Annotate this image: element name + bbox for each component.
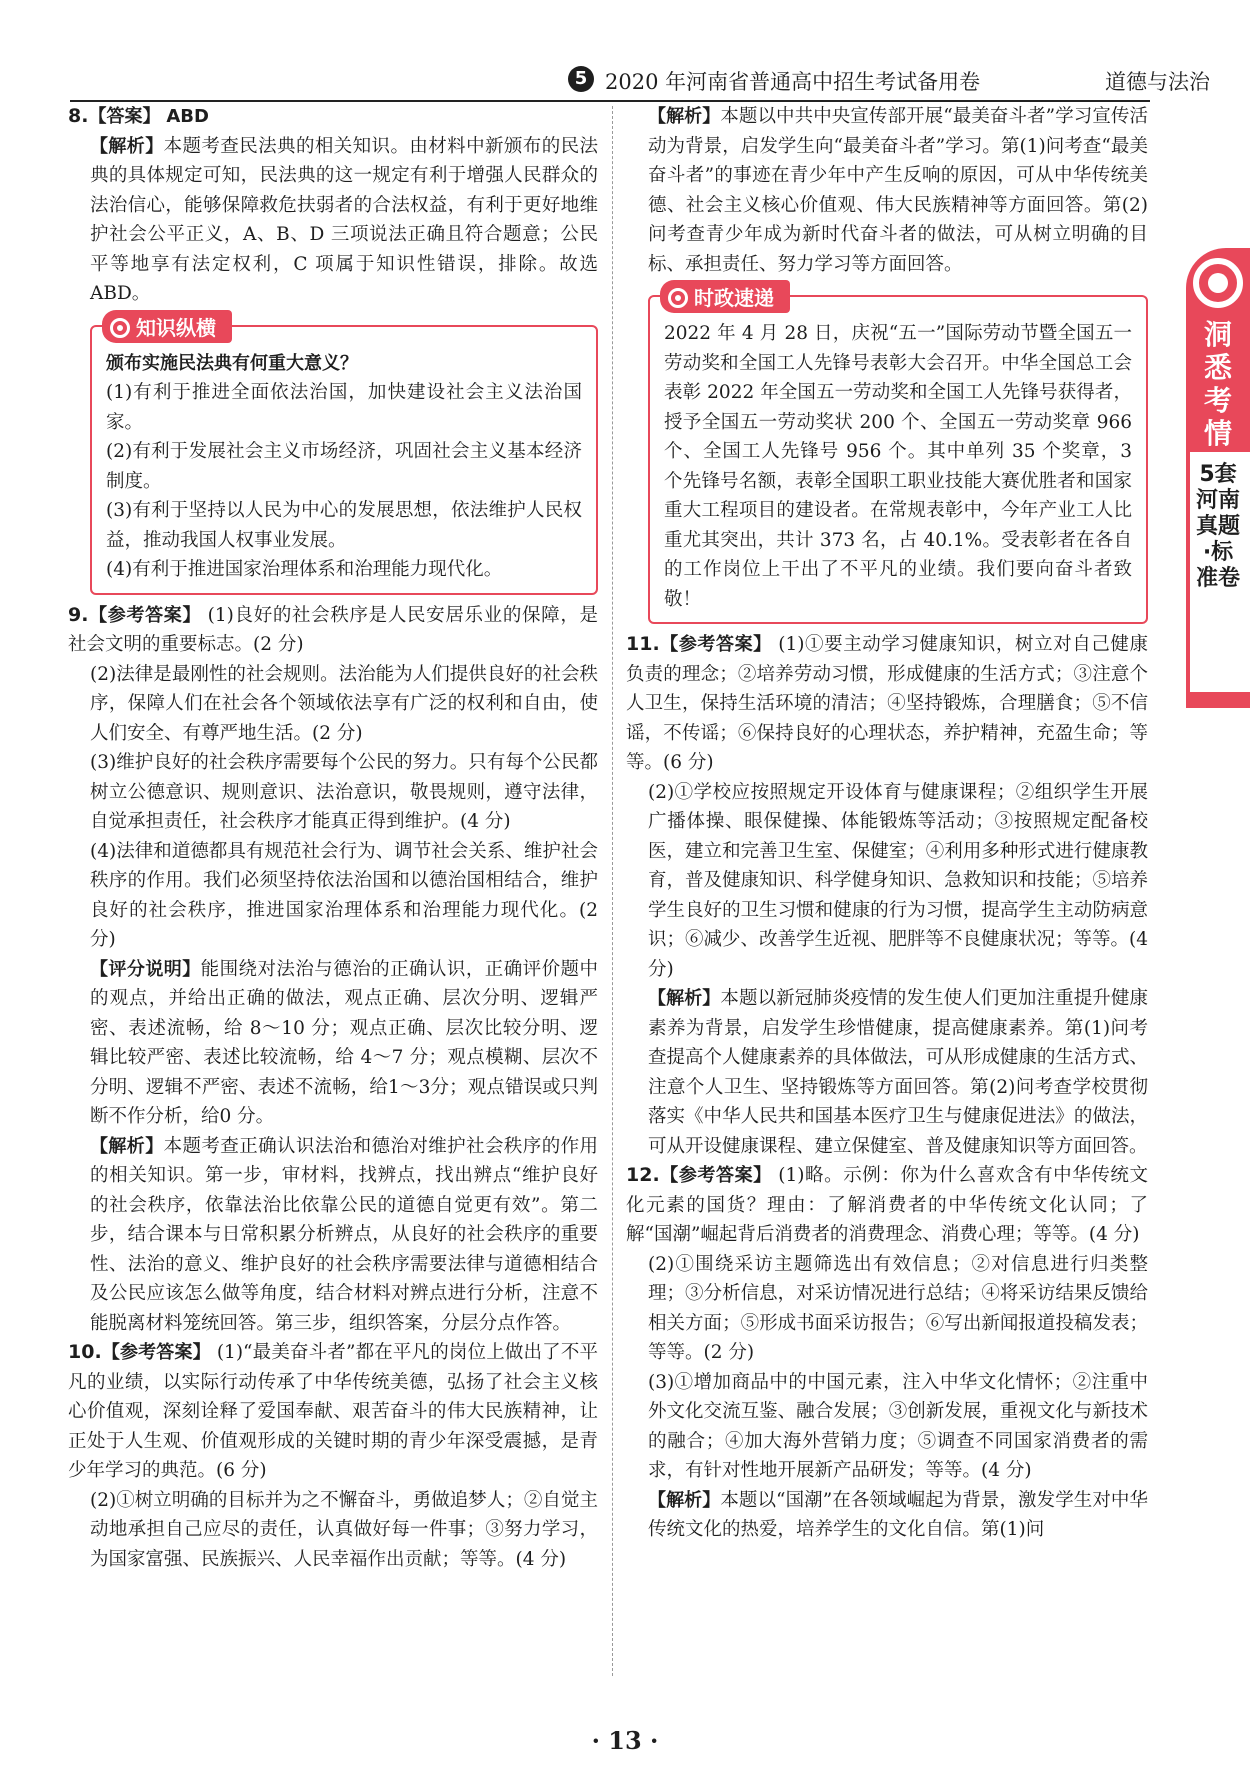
knowledge-box-title [102, 310, 232, 343]
target-icon [110, 318, 130, 338]
answer-part: (1)“最美奋斗者”都在平凡的岗位上做出了不平凡的业绩，以实际行动传承了中华传统美德，弘扬了社会主义核心价值观，深刻诠释了爱国奉献、艰苦奋斗的伟大民族精神，让正处于人生观、价值观形成的关键时期的青少年深受震撼，是青少年学习的典范。(6 分) [68, 1342, 599, 1481]
answer-part: (1)①要主动学习健康知识，树立对自己健康负责的理念；②培养劳动习惯，形成健康的生活方式；③注意个人卫生，保持生活环境的清洁；④坚持锻炼，合理膳食；⑤不信谣，不传谣；⑥保持良好的心理状态，养护精神，充盈生命；等等。(6 分) [626, 634, 1148, 773]
question-11 [626, 630, 1148, 1161]
question-10-analysis [648, 102, 1148, 279]
analysis-text: 本题以“国潮”在各领域崛起为背景，激发学生对中华传统文化的热爱，培养学生的文化自信。第(1)问 [648, 1489, 1149, 1540]
box-line: (2)有利于发展社会主义市场经济，巩固社会主义基本经济制度。 [106, 441, 582, 492]
page-number: · 13 · [591, 1726, 659, 1755]
analysis-text: 本题以新冠肺炎疫情的发生使人们更加注重提升健康素养为背景，启发学生珍惜健康，提高健康素养。第(1)问考查提高个人健康素养的具体做法，可从形成健康的生活方式、注意个人卫生、坚持锻炼等方面回答。第(2)问考查学校贯彻落实《中华人民共和国基本医疗卫生与健康促进法》的做法，可从开设健康课程、建立保健室、普及健康知识等方面回答。 [648, 988, 1148, 1157]
answer-part: (2)①围绕采访主题筛选出有效信息；②对信息进行归类整理；③分析信息，对采访情况进行总结；④将采访结果反馈给相关方面；⑤形成书面采访报告；⑥写出新闻报道投稿发表；等等。(2 分) [648, 1253, 1148, 1363]
header-title: 2020 年河南省普通高中招生考试备用卷 [605, 70, 981, 94]
analysis-text: 本题以中共中央宣传部开展“最美奋斗者”学习宣传活动为背景，启发学生向“最美奋斗者”学习。第(1)问考查“最美奋斗者”的事迹在青少年中产生反响的原因，可从中华传统美德、社会主义核心价值观、伟大民族精神等方面回答。第(2)问考查青少年成为新时代奋斗者的做法，可从树立明确的目标、承担责任、努力学习等方面回答。 [648, 106, 1149, 275]
analysis-tag: 【解析】 [90, 135, 164, 157]
answer-part: (1)良好的社会秩序是人民安居乐业的保障，是社会文明的重要标志。(2 分) [68, 604, 598, 655]
box-line: (1)有利于推进全面依法治国，加快建设社会主义法治国家。 [106, 382, 582, 433]
answer-value: ABD [166, 106, 209, 127]
knowledge-box [90, 315, 598, 595]
box-text: 2022 年 4 月 28 日，庆祝“五一”国际劳动节暨全国五一劳动奖和全国工人先锋号表彰大会召开。中华全国总工会表彰 2022 年全国五一劳动奖和全国工人先锋号获得者，授予全国五一劳动奖状 200 个、全国五一劳动奖章 966 个、全国工人先锋号 956 个。其中单列 35 个奖章，3 个先锋号名额，表彰全国职工职业技能大赛优胜者和国家重大工程项目的建设者。在常规表彰中，今年产业工人比重尤其突出，共计 373 名，占 40.1%。受表彰者在各自的工作岗位上干出了不平凡的业绩。我们要向奋斗者致敬！ [664, 323, 1132, 610]
reference-answer-tag: 【参考答案】 [659, 1165, 772, 1186]
page-header [70, 62, 1210, 102]
question-number: 9. [68, 603, 89, 626]
side-tab-brand: 洞悉考情 [1203, 318, 1232, 450]
box-title-text: 知识纵横 [136, 315, 216, 340]
analysis-tag: 【解析】 [648, 988, 721, 1009]
left-column [68, 102, 598, 1574]
question-10 [68, 1338, 598, 1574]
reference-answer-tag: 【参考答案】 [659, 634, 772, 655]
answer-tag: 【答案】 [88, 106, 161, 127]
reference-answer-tag: 【参考答案】 [88, 604, 202, 626]
current-affairs-box-title [660, 280, 790, 313]
answer-part: (2)法律是最刚性的社会规则。法治能为人们提供良好的社会秩序，保障人们在社会各个领域依法享有广泛的权利和自由，使人们安全、有尊严地生活。(2 分) [90, 663, 598, 744]
side-tab-subtitle: 5套河南真题·标准卷 [1196, 462, 1241, 591]
box-question: 颁布实施民法典有何重大意义？ [106, 352, 358, 374]
analysis-tag: 【解析】 [648, 106, 721, 127]
analysis-text: 本题考查民法典的相关知识。由材料中新颁布的民法典的具体规定可知，民法典的这一规定有利于增强人民群众的法治信心，能够保障救危扶弱者的合法权益，有利于更好地维护社会公平正义，A、B、D 三项说法正确且符合题意；公民平等地享有法定权利，C 项属于知识性错误，排除。故选 ABD。 [90, 135, 598, 304]
question-12 [626, 1161, 1148, 1545]
question-number: 10. [68, 1341, 102, 1363]
answer-part: (1)略。示例：你为什么喜欢含有中华传统文化元素的国货？理由：了解消费者的中华传统文化认同；了解“国潮”崛起背后消费者的消费理念、消费心理；等等。(4 分) [626, 1165, 1148, 1245]
analysis-tag: 【解析】 [90, 1135, 164, 1157]
score-note-text: 能围绕对法治与德治的正确认识，正确评价题中的观点，并给出正确的做法，观点正确、层次分明、逻辑严密、表述流畅，给 8～10 分；观点正确、层次比较分明、逻辑比较严密、表述比较流畅，给 4～7 分；观点模糊、层次不分明、逻辑不严密、表述不流畅，给1～3分；观点错误或只判断不作分析，给0 分。 [90, 958, 598, 1127]
question-9 [68, 601, 598, 1339]
answer-part: (2)①学校应按照规定开设体育与健康课程；②组织学生开展广播体操、眼保健操、体能锻炼等活动；③按照规定配备校医，建立和完善卫生室、保健室；④利用多种形式进行健康教育，普及健康知识、科学健身知识、急救知识和技能；⑤培养学生良好的卫生习惯和健康的行为习惯，提高学生主动防病意识；⑥减少、改善学生近视、肥胖等不良健康状况；等等。(4 分) [648, 781, 1148, 980]
box-line: (3)有利于坚持以人民为中心的发展思想，依法维护人民权益，推动我国人权事业发展。 [106, 500, 582, 551]
answer-part: (3)①增加商品中的中国元素，注入中华文化情怀；②注重中外文化交流互鉴、融合发展；③创新发展，重视文化与新技术的融合；④加大海外营销力度；⑤调查不同国家消费者的需求，有针对性地开展新产品研发；等等。(4 分) [648, 1371, 1148, 1481]
header-subject: 道德与法治 [1105, 70, 1210, 94]
analysis-tag: 【解析】 [648, 1489, 721, 1511]
reference-answer-tag: 【参考答案】 [101, 1342, 211, 1363]
column-divider [612, 106, 613, 1676]
question-8 [68, 102, 598, 309]
current-affairs-box [648, 286, 1148, 624]
paper-number-badge: 5 [568, 66, 594, 92]
answer-part: (3)维护良好的社会秩序需要每个公民的努力。只有每个公民都树立公德意识、规则意识、法治意识，敬畏规则，遵守法律，自觉承担责任，社会秩序才能真正得到维护。(4 分) [90, 752, 598, 832]
box-title-text: 时政速递 [694, 286, 774, 310]
box-line: (4)有利于推进国家治理体系和治理能力现代化。 [106, 559, 503, 580]
answer-part: (2)①树立明确的目标并为之不懈奋斗，勇做追梦人；②自觉主动地承担自己应尽的责任，认真做好每一件事；③努力学习，为国家富强、民族振兴、人民幸福作出贡献；等等。(4 分) [90, 1489, 598, 1570]
score-note-tag: 【评分说明】 [90, 958, 201, 980]
question-number: 8. [68, 105, 89, 127]
answer-part: (4)法律和道德都具有规范社会行为、调节社会关系、维护社会秩序的作用。我们必须坚持依法治国和以德治国相结合，维护良好的社会秩序，推进国家治理体系和治理能力现代化。(2 分) [90, 840, 598, 950]
analysis-text: 本题考查正确认识法治和德治对维护社会秩序的作用的相关知识。第一步，审材料，找辨点，找出辨点“维护良好的社会秩序，依靠法治比依靠公民的道德自觉更有效”。第二步，结合课本与日常积累分析辨点，从良好的社会秩序的重要性、法治的意义、维护良好的社会秩序需要法律与道德相结合及公民应该怎么做等角度，结合材料对辨点进行分析，注意不能脱离材料笼统回答。第三步，组织答案，分层分点作答。 [90, 1135, 598, 1334]
question-number: 11. [626, 633, 660, 655]
target-logo-icon [1193, 258, 1243, 308]
right-column [626, 102, 1149, 1545]
question-number: 12. [626, 1164, 660, 1186]
target-icon [668, 288, 688, 308]
